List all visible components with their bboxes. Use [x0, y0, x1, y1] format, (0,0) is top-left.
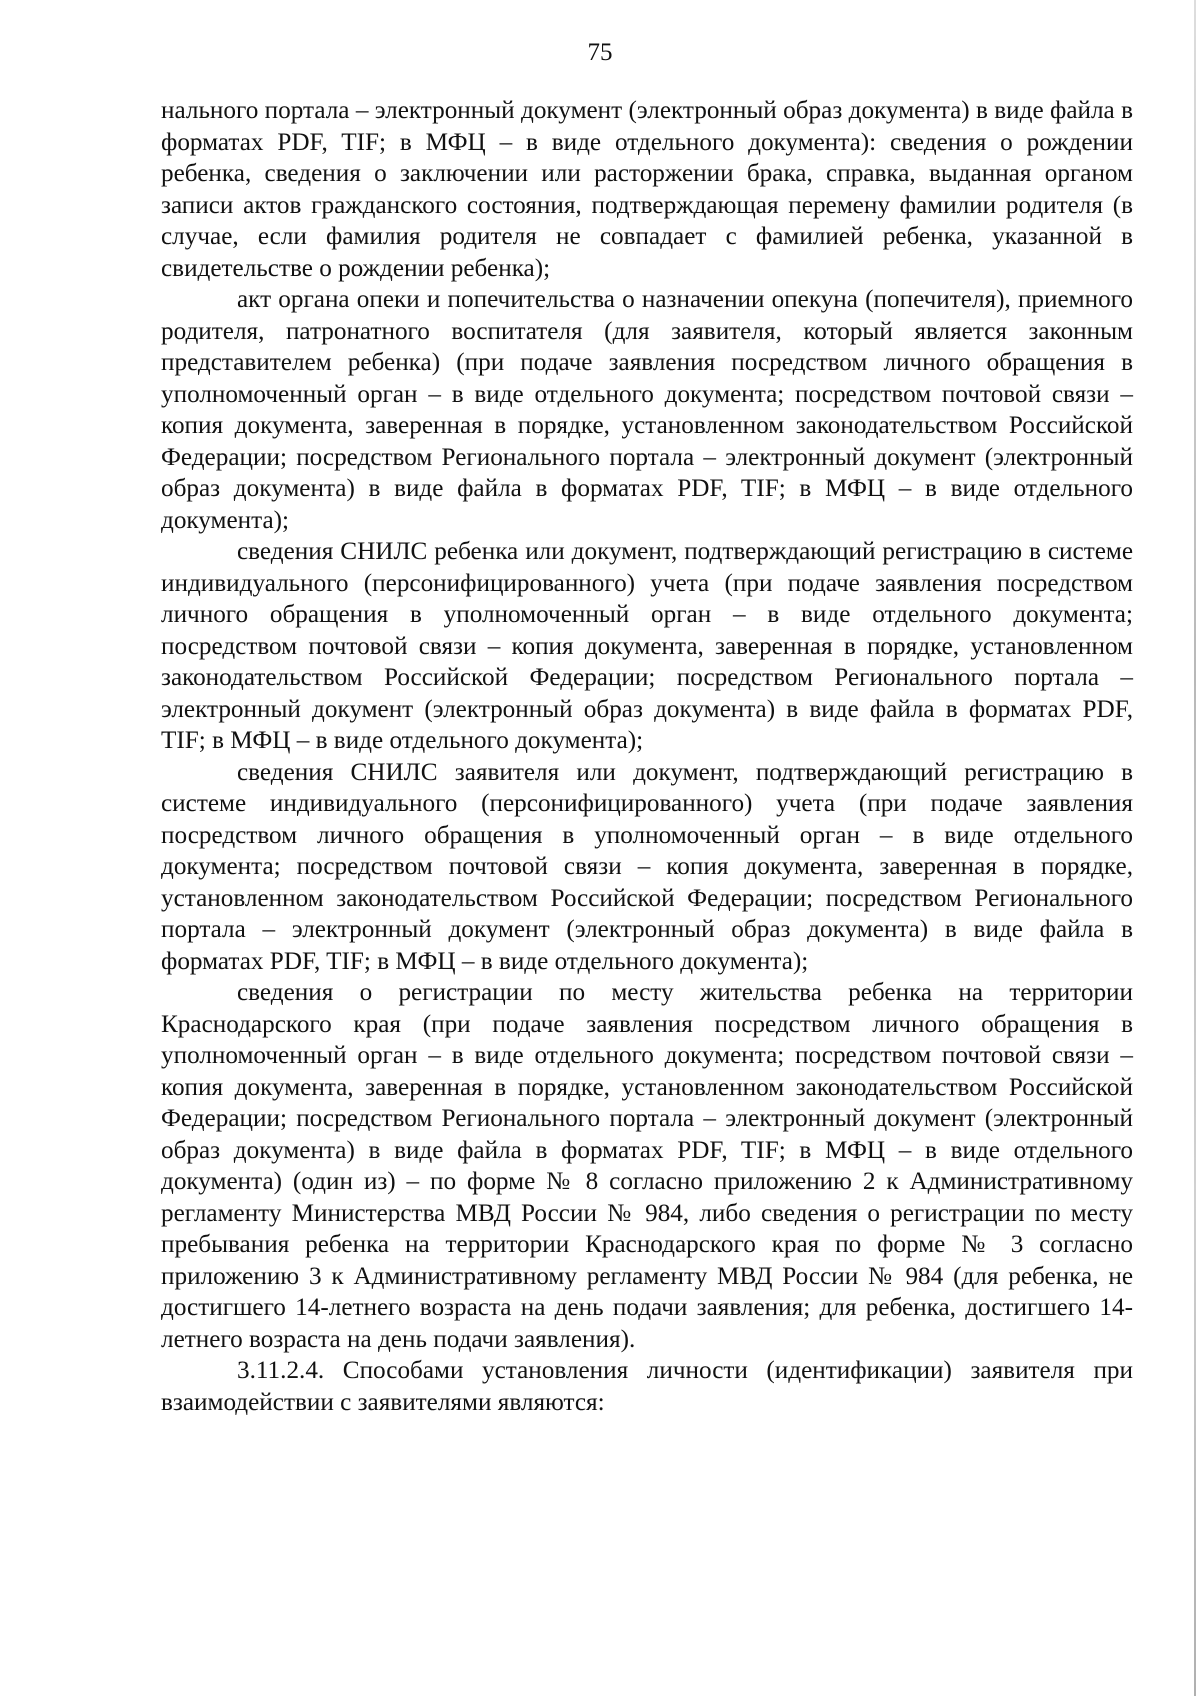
scan-edge-shadow: [1194, 0, 1196, 1696]
paragraph-identification-methods: 3.11.2.4. Способами установления личности (идентификации) заявителя при взаимодействии с заявителями являются:: [161, 1357, 1133, 1416]
paragraph-guardianship-act: акт органа опеки и попечительства о назначении опекуна (попечителя), приемного родителя, патронатного воспитателя (для заявителя, который является законным представителем ребенка) (при подаче заявления посредством личного обращения в уполномоченный орган – в виде отдельного документа; посредством почтовой связи – копия документа, заверенная в порядке, установленном законодательством Российской Федерации; посредством Регионального портала – электронный документ (электронный образ документа) в виде файла в форматах PDF, TIF; в МФЦ – в виде отдельного документа);: [161, 286, 1133, 534]
paragraph-continuation: нального портала – электронный документ (электронный образ документа) в виде файла в форматах PDF, TIF; в МФЦ – в виде отдельного документа): сведения о рождении ребенка, сведения о заключении или расторжении брака, справка, выданная органом записи актов гражданского состояния, подтверждающая перемену фамилии родителя (в случае, если фамилия родителя не совпадает с фамилией ребенка, указанной в свидетельстве о рождении ребенка);: [161, 97, 1133, 282]
document-body: [161, 95, 1133, 1418]
paragraph-residence-registration: сведения о регистрации по месту жительства ребенка на территории Краснодарского края (при подаче заявления посредством личного обращения в уполномоченный орган – в виде отдельного документа; посредством почтовой связи – копия документа, заверенная в порядке, установленном законодательством Российской Федерации; посредством Регионального портала – электронный документ (электронный образ документа) в виде файла в форматах PDF, TIF; в МФЦ – в виде отдельного документа) (один из) – по форме № 8 согласно приложению 2 к Административному регламенту Министерства МВД России № 984, либо сведения о регистрации по месту пребывания ребенка на территории Краснодарского края по форме № 3 согласно приложению 3 к Административному регламенту МВД России № 984 (для ребенка, не достигшего 14-летнего возраста на день подачи заявления; для ребенка, достигшего 14-летнего возраста на день подачи заявления).: [161, 979, 1133, 1353]
paragraph-child-snils: сведения СНИЛС ребенка или документ, подтверждающий регистрацию в системе индивидуального (персонифицированного) учета (при подаче заявления посредством личного обращения в уполномоченный орган – в виде отдельного документа; посредством почтовой связи – копия документа, заверенная в порядке, установленном законодательством Российской Федерации; посредством Регионального портала – электронный документ (электронный образ документа) в виде файла в форматах PDF, TIF; в МФЦ – в виде отдельного документа);: [161, 538, 1133, 754]
page-number: 75: [587, 39, 613, 66]
paragraph-applicant-snils: сведения СНИЛС заявителя или документ, подтверждающий регистрацию в системе индивидуального (персонифицированного) учета (при подаче заявления посредством личного обращения в уполномоченный орган – в виде отдельного документа; посредством почтовой связи – копия документа, заверенная в порядке, установленном законодательством Российской Федерации; посредством Регионального портала – электронный документ (электронный образ документа) в виде файла в форматах PDF, TIF; в МФЦ – в виде отдельного документа);: [161, 758, 1133, 975]
